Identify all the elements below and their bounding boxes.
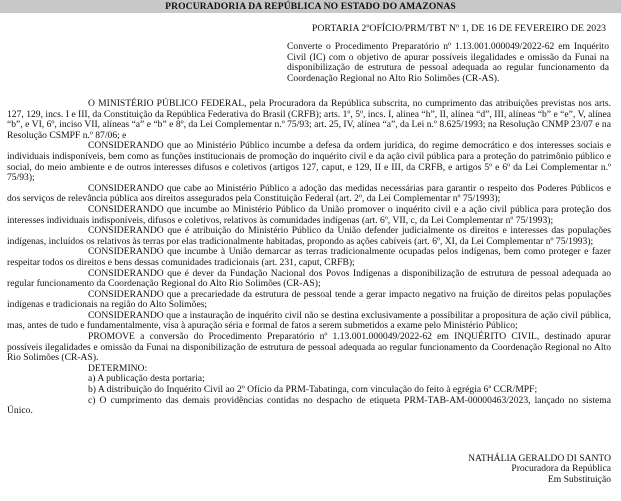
signatory-role: Procuradora da República: [511, 463, 611, 475]
considerando-text: que ao Ministério Público incumbe a defesa da ordem jurídica, do regime democrático e dos interesses sociais e individuais indisponíveis, bem como as funções institucionais de promoção do inquérito civil e da ação civil pública para a proteção do patrimônio público e social, do meio ambiente e de outros interesses difusos e coletivos (artigos 127, caput, e 129, II e III, da CRFB, e artigos 5º e 6º da Lei Complementar n.º 75/93);: [7, 140, 611, 184]
considerando-paragraph: [7, 290, 611, 311]
preamble-paragraph: O MINISTÉRIO PÚBLICO FEDERAL, pela Procuradora da República subscrita, no cumprimento das atribuições previstas nos arts. 127, 129, incs. I e III, da Constituição da República Federativa do Brasil (CRFB); arts. 1º, 5º, incs. I, alínea “h”, II, alínea “d”, III, alíneas “b” e “e”, V, alínea “b”, e VI, 6º, inciso VII, alíneas “a” e “b” e 8º, da Lei Complementar n.º 75/93; art. 25, IV, alínea “a”, da Lei n.º 8.625/1993; na Resolução CNMP 23/07 e na Resolução CSMPF n.º 87/06; e: [7, 98, 611, 141]
ementa: Converte o Procedimento Preparatório nº 1.13.001.000049/2022-62 em Inquérito Civil (IC) com o objetivo de apurar possíveis ilegalidades e omissão da Funai na disponibilização de estrutura de pessoal adequada ao regular funcionamento da Coordenação Regional no Alto Rio Solimões (CR-AS).: [287, 41, 609, 84]
considerando-text: que incumbe à União demarcar as terras tradicionalmente ocupadas pelos indígenas, bem como proteger e fazer respeitar todos os direitos e bens dessas comunidades tradicionais (art. 231, caput, CRFB);: [7, 246, 611, 268]
promove-text: a conversão do Procedimento Preparatório nº 1.13.001.000049/2022-62 em INQUÉRITO CIVIL, destinado apurar possíveis ilegalidades e omissão da Funai na disponibilização de estrutura de pessoal adequada ao regular funcionamento da Coordenação Regional no Alto Rio Solimões (CR-AS).: [7, 331, 611, 364]
considerando-keyword: CONSIDERANDO: [88, 246, 164, 258]
promove-keyword: PROMOVE: [88, 331, 135, 343]
document-body: [7, 99, 611, 417]
considerando-keyword: CONSIDERANDO: [88, 309, 164, 321]
considerando-text: que é dever da Fundação Nacional dos Povos Indígenas a disponibilização de estrutura de pessoal adequada ao regular funcionamento da Coordenação Regional do Alto Rio Solimões (CR-AS);: [7, 267, 611, 290]
section-header: PROCURADORIA DA REPÚBLICA NO ESTADO DO AMAZONAS: [0, 0, 621, 13]
considerando-text: que incumbe ao Ministério Público da União promover o inquérito civil e a ação civil pública para proteção dos interesses individuais indisponíveis, difusos e coletivos, relativos às comunidades indígenas (art. 6º, VII, c, da Lei Complementar nº 75/1993);: [7, 203, 611, 226]
promove-paragraph: [7, 332, 611, 364]
portaria-title: PORTARIA 2ºOFÍCIO/PRM/TBT Nº 1, DE 16 DE FEVEREIRO DE 2023: [311, 23, 606, 34]
considerando-keyword: CONSIDERANDO: [88, 140, 164, 152]
signature-block: [411, 454, 611, 485]
considerando-paragraph: [7, 247, 611, 268]
considerando-paragraph: [7, 226, 611, 247]
determination-item: a) A publicação desta portaria;: [88, 373, 205, 385]
determination-item: b) A distribuição do Inquérito Civil ao 2º Ofício da PRM-Tabatinga, com vinculação do feito à egrégia 6ª CCR/MPF;: [88, 384, 538, 396]
considerando-text: que é atribuição do Ministério Público da União defender judicialmente os direitos e interesses das populações indígenas, incluídos os relativos às terras por elas tradicionalmente habitadas, propondo as ações cabíveis (art. 6º, XI, da Lei Complementar nº 75/1993);: [7, 225, 611, 247]
considerando-paragraph: [7, 205, 611, 226]
signatory-status: Em Substituição: [547, 473, 611, 485]
considerando-keyword: CONSIDERANDO: [88, 225, 164, 237]
considerando-paragraph: [7, 269, 611, 290]
considerando-keyword: CONSIDERANDO: [88, 267, 164, 279]
determination-item: c) O cumprimento das demais providências contidas no despacho de etiqueta PRM-TAB-AM-00000463/2023, lançado no sistema Único.: [7, 394, 611, 417]
considerando-keyword: CONSIDERANDO: [88, 288, 164, 300]
considerando-text: que cabe ao Ministério Público a adoção das medidas necessárias para garantir o respeito dos Poderes Públicos e dos serviços de relevância pública aos direitos assegurados pela Constituição Federal (art. 2º, da Lei Complementar nº 75/1993);: [7, 182, 611, 205]
considerando-text: que a instauração de inquérito civil não se destina exclusivamente a possibilitar a propositura de ação civil pública, mas, antes de tudo e fundamentalmente, visa à apuração séria e formal de fatos a serem submetidos a exame pelo Ministério Público;: [7, 309, 611, 332]
considerando-keyword: CONSIDERANDO: [88, 203, 164, 215]
considerando-paragraph: [7, 141, 611, 183]
considerando-paragraph: [7, 311, 611, 332]
determino-heading: DETERMINO:: [88, 362, 148, 374]
considerando-keyword: CONSIDERANDO: [88, 182, 164, 194]
considerando-paragraph: [7, 184, 611, 205]
considerando-text: que a precariedade da estrutura de pessoal tende a gerar impacto negativo na fruição de direitos pelas populações indígenas e tradicionais na região do Alto Solimões;: [7, 288, 611, 311]
signatory-name: NATHÁLIA GERALDO DI SANTO: [468, 453, 611, 464]
